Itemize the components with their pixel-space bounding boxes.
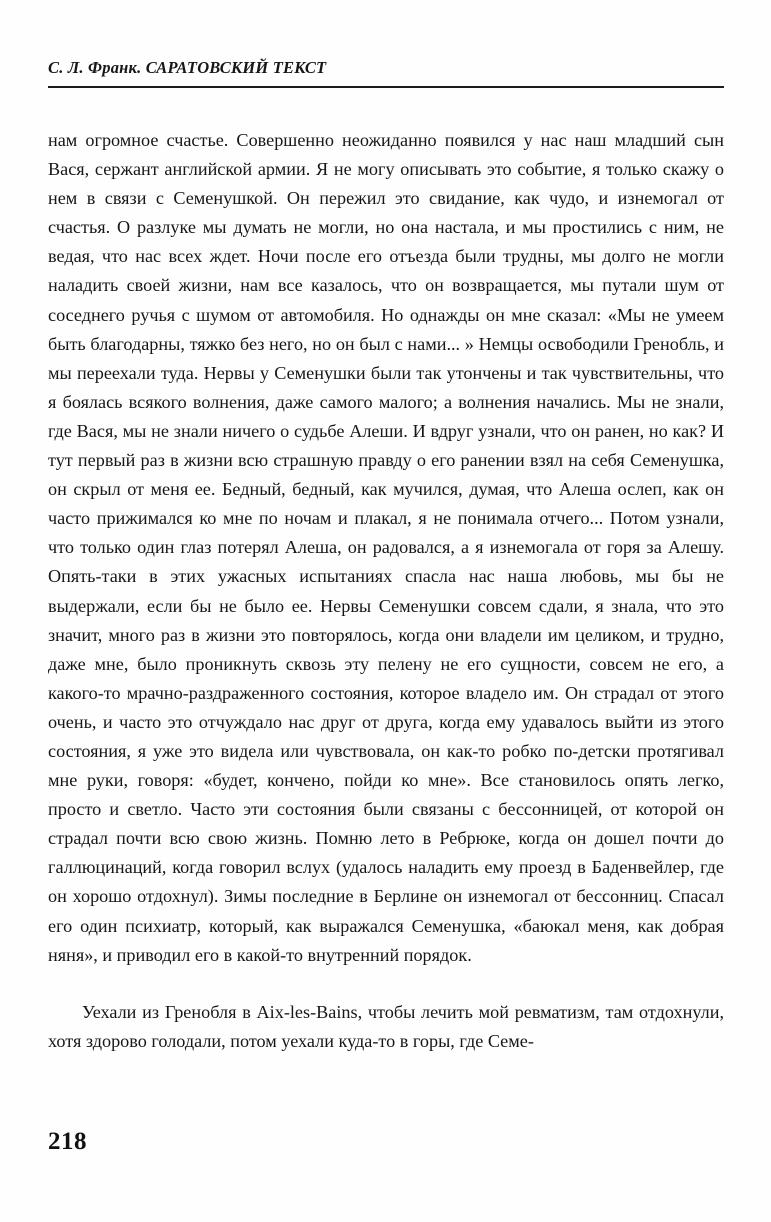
page-header [48,58,724,78]
body-text [48,126,724,1056]
paragraph-1: нам огромное счастье. Совершенно неожиданно появился у нас наш младший сын Вася, сержант английской армии. Я не могу описывать это событие, я только скажу о нем в связи с Семенушкой. Он пережил это свидание, как чудо, и изнемогал от счастья. О разлуке мы думать не могли, но она настала, и мы простились с ним, не ведая, что нас всех ждет. Ночи после его отъезда были трудны, мы долго не могли наладить своей жизни, нам все казалось, что он возвращается, мы путали шум от соседнего ручья с шумом от автомобиля. Но однажды он мне сказал: «Мы не умеем быть благодарны, тяжко без него, но он был с нами... » Немцы освободили Гренобль, и мы переехали туда. Нервы у Семенушки были так утончены и так чувствительны, что я боялась всякого волнения, даже самого малого; а волнения начались. Мы не знали, где Вася, мы не знали ничего о судьбе Алеши. И вдруг узнали, что он ранен, но как? И тут первый раз в жизни всю страшную правду о его ранении взял на себя Семенушка, он скрыл от меня ее. Бедный, бедный, как мучился, думая, что Алеша ослеп, как он часто прижимался ко мне по ночам и плакал, я не понимала отчего... Потом узнали, что только один глаз потерял Алеша, он радовался, а я изнемогала от горя за Алешу. Опять-таки в этих ужасных испытаниях спасла нас наша любовь, мы бы не выдержали, если бы не было ее. Нервы Семенушки совсем сдали, я знала, что это значит, много раз в жизни это повторялось, когда они владели им целиком, и трудно, даже мне, было проникнуть сквозь эту пелену не его сущности, совсем не его, а какого-то мрачно-раздраженного состояния, которое владело им. Он страдал от этого очень, и часто это отчуждало нас друг от друга, когда ему удавалось выйти из этого состояния, я уже это видела или чувствовала, он как-то робко по-детски протягивал мне руки, говоря: «будет, кончено, пойди ко мне». Все становилось опять легко, просто и светло. Часто эти состояния были связаны с бессонницей, от которой он страдал почти всю свою жизнь. Помню лето в Ребрюке, когда он дошел почти до галлюцинаций, когда говорил вслух (удалось наладить ему проезд в Баденвейлер, где он хорошо отдохнул). Зимы последние в Берлине он изнемогал от бессонниц. Спасал его один психиатр, который, как выражался Семенушка, «баюкал меня, как добрая няня», и приводил его в какой-то внутренний порядок. [48,130,724,965]
paragraph-2: Уехали из Гренобля в Aix-les-Bains, чтобы лечить мой ревматизм, там отдохнули, хотя здорово голодали, потом уехали куда-то в горы, где Семе- [48,1001,724,1051]
header-divider [48,86,724,88]
page-number: 218 [48,1128,87,1155]
running-title: С. Л. Франк. САРАТОВСКИЙ ТЕКСТ [48,58,327,77]
